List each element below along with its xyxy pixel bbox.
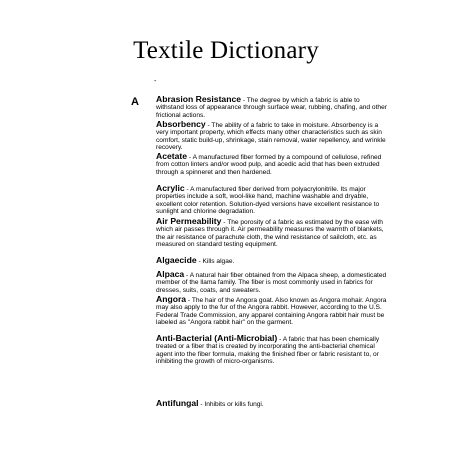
entry-algaecide — [156, 257, 388, 265]
entry-definition: The hair of the Angora goat. Also known as Angora mohair. Angora may also apply to the fur of the Angora rabbit. However, according to the U.S. Federal Trade Commission, any apparel containing Angora rabbit hair must be labeled as "Angora rabbit hair" on the garment. — [156, 297, 387, 327]
entry-term: Algaecide — [156, 255, 197, 265]
entry-term: Alpaca — [156, 269, 185, 279]
entry-definition: The ability of a fabric to take in moisture. Absorbency is a very important property, which effects many other characteristics such as skin comfort, static build-up, shrinkage, stain removal, water repellency, and wrinkle recovery. — [156, 122, 386, 152]
entry-term: Acetate — [156, 151, 188, 161]
entry-separator: - — [205, 122, 212, 129]
entry-separator: - — [186, 297, 192, 304]
entry-angora — [156, 296, 388, 327]
entry-separator: - — [196, 258, 203, 265]
entry-abrasion-resistance — [156, 96, 388, 119]
entry-definition: Inhibits or kills fungi. — [204, 401, 264, 408]
entry-term: Abrasion Resistance — [156, 94, 242, 104]
entry-term: Absorbency — [156, 119, 206, 129]
entry-definition: A manufactured fiber derived from polyacrylonitrile. Its major properties include a soft, wool-like hand, machine washable and dryable, excellent color retention. Solution-dyed versions have excellent resistance to sunlight and chlorine degradation. — [156, 186, 380, 216]
entry-separator: - — [241, 97, 247, 104]
entry-separator: - — [221, 219, 228, 226]
entry-separator: - — [184, 186, 191, 193]
entry-term: Anti-Bacterial (Anti-Microbial) — [156, 333, 278, 343]
entry-definition: The degree by which a fabric is able to withstand loss of appearance through surface wear, rubbing, chafing, and other frictional actions. — [156, 97, 387, 119]
entry-separator: - — [184, 272, 190, 279]
entry-term: Antifungal — [156, 398, 199, 408]
entry-acrylic — [156, 185, 388, 216]
entry-definition: A natural hair fiber obtained from the Alpaca sheep, a domesticated member of the llama family. The fiber is most commonly used in fabrics for dresses, suits, coats, and sweaters. — [156, 272, 387, 294]
entry-antifungal — [156, 400, 388, 408]
entry-term: Air Permeability — [156, 216, 222, 226]
entry-term: Acrylic — [156, 183, 185, 193]
entry-separator: - — [198, 401, 205, 408]
entry-separator: - — [187, 154, 193, 161]
entry-acetate — [156, 153, 388, 176]
page-title: Textile Dictionary — [133, 37, 319, 64]
tick-mark: - — [154, 78, 157, 85]
entry-definition: A fabric that has been chemically treated or a fiber that is created by incorporating the anti-bacterial chemical agent into the fiber formula, making the finished fiber or fabric resistant to, or inhibiting the growth of micro-organisms. — [156, 336, 380, 366]
entry-definition: A manufactured fiber formed by a compound of cellulose, refined from cotton linters and/or wood pulp, and acedic acid that has been extruded through a spinneret and then hardened. — [156, 154, 382, 176]
section-letter: A — [131, 96, 139, 108]
entry-separator: - — [277, 336, 283, 343]
entry-alpaca — [156, 271, 388, 294]
entry-absorbency — [156, 121, 388, 152]
entry-definition: Kills algae. — [202, 258, 235, 265]
entry-term: Angora — [156, 294, 187, 304]
entry-definition: The porosity of a fabric as estimated by the ease with which air passes through it. Air permeability measures the warmth of blankets, the air resistance of parachute cloth, the wind resistance of sailcloth, etc. as measured on standard testing equipment. — [156, 219, 384, 249]
entry-anti-bacterial — [156, 335, 388, 366]
entry-air-permeability — [156, 218, 388, 249]
